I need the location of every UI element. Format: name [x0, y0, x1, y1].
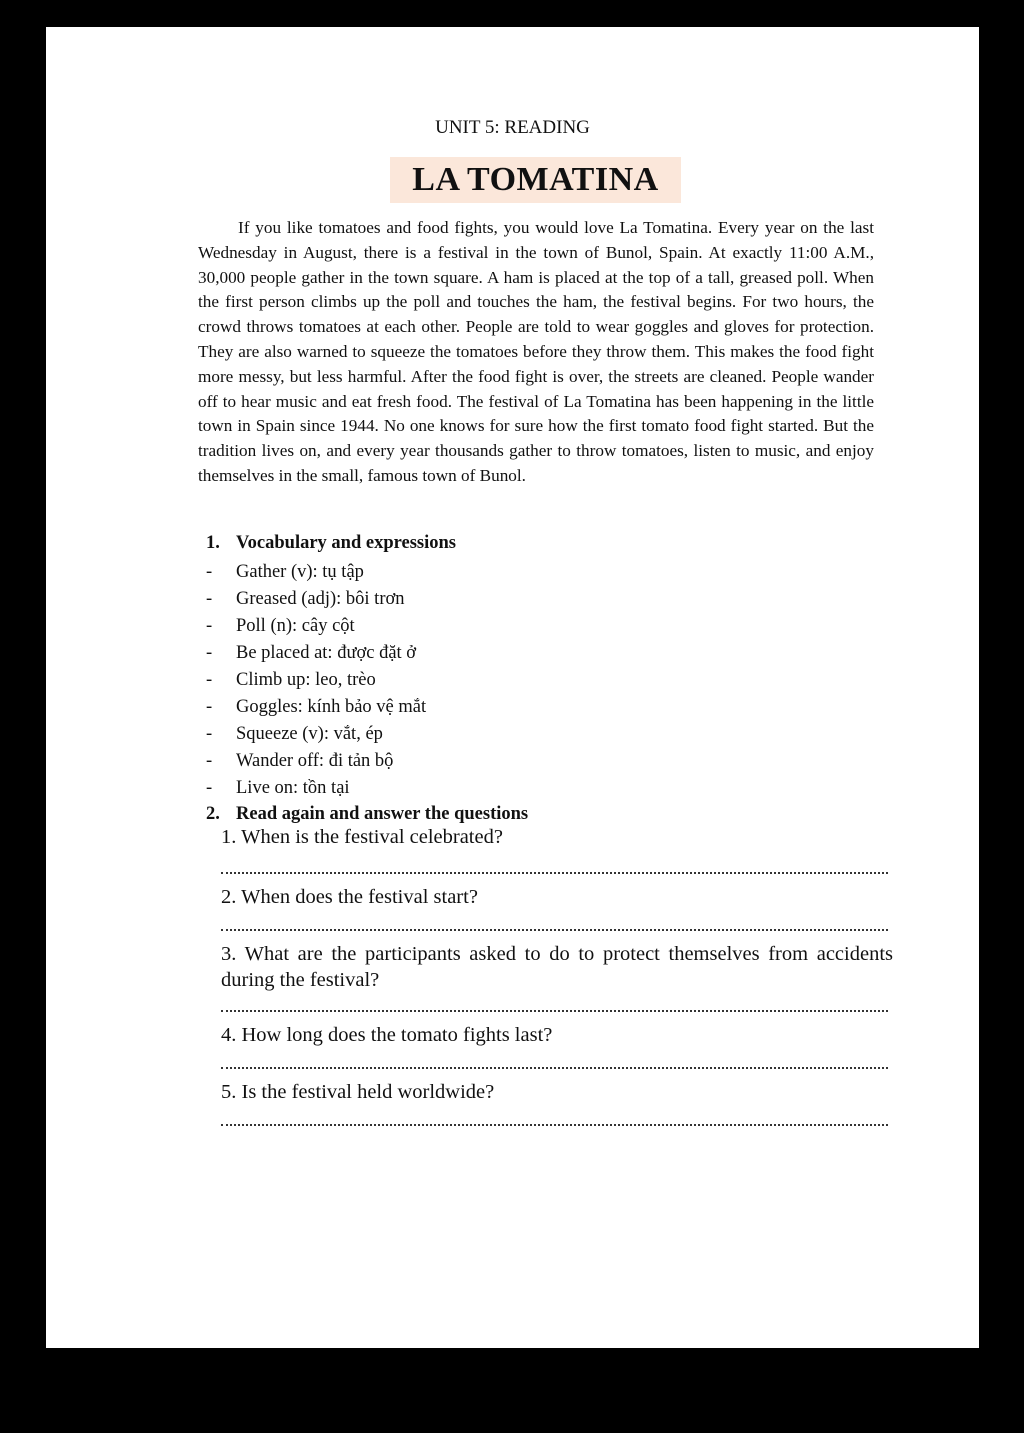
bullet: -: [206, 697, 213, 717]
reading-passage: If you like tomatoes and food fights, you would love La Tomatina. Every year on the last Wednesday in August, there is a festival in the town of Bunol, Spain. At exactly 11:00 A.M., 30,000 people gather in the town square. A ham is placed at the top of a tall, greased poll. When the first person climbs up the poll and touches the ham, the festival begins. For two hours, the crowd throws tomatoes at each other. People are told to wear goggles and gloves for protection. They are also warned to squeeze the tomatoes before they throw them. This makes the food fight more messy, but less harmful. After the food fight is over, the streets are cleaned. People wander off to hear music and eat fresh food. The festival of La Tomatina has been happening in the little town in Spain since 1944. No one knows for sure how the first tomato food fight started. But the tradition lives on, and every year thousands gather to throw tomatoes, listen to music, and enjoy themselves in the small, famous town of Bunol.: [198, 218, 874, 485]
question: 1. When is the festival celebrated?: [221, 826, 503, 848]
vocab-item: [206, 613, 426, 640]
vocab-text: Squeeze (v): vắt, ép: [236, 724, 383, 744]
section-number: 1.: [206, 533, 220, 553]
vocab-item: [206, 748, 426, 775]
bullet: -: [206, 670, 213, 690]
vocab-item: [206, 667, 426, 694]
vocab-text: Climb up: leo, trèo: [236, 670, 376, 690]
vocab-text: Gather (v): tụ tập: [236, 562, 364, 582]
section-number: 2.: [206, 804, 220, 824]
document-page: [46, 27, 979, 1348]
vocab-item: [206, 559, 426, 586]
answer-line[interactable]: [221, 1124, 888, 1126]
vocab-text: Wander off: đi tản bộ: [236, 751, 394, 771]
question: 4. How long does the tomato fights last?: [221, 1024, 553, 1046]
vocabulary-list: [206, 559, 426, 802]
section-title: Vocabulary and expressions: [236, 533, 456, 553]
vocab-text: Live on: tồn tại: [236, 778, 350, 798]
bullet: -: [206, 643, 213, 663]
questions-list: [221, 824, 893, 1126]
bullet: -: [206, 589, 213, 609]
vocab-item: [206, 775, 426, 802]
section-title: Read again and answer the questions: [236, 804, 529, 824]
vocab-item: [206, 721, 426, 748]
questions-section-heading: [206, 804, 528, 825]
bullet: -: [206, 616, 213, 636]
bullet: -: [206, 562, 213, 582]
answer-line[interactable]: [221, 929, 888, 931]
vocab-item: [206, 586, 426, 613]
vocab-item: [206, 640, 426, 667]
title-highlight: [390, 157, 681, 203]
bullet: -: [206, 751, 213, 771]
vocab-text: Greased (adj): bôi trơn: [236, 589, 405, 609]
unit-heading: UNIT 5: READING: [435, 117, 590, 138]
question: 5. Is the festival held worldwide?: [221, 1081, 495, 1103]
answer-line[interactable]: [221, 1010, 888, 1012]
bullet: -: [206, 724, 213, 744]
vocab-text: Goggles: kính bảo vệ mắt: [236, 697, 427, 717]
vocabulary-section-heading: [206, 533, 456, 554]
answer-line[interactable]: [221, 1067, 888, 1069]
vocab-text: Poll (n): cây cột: [236, 616, 355, 636]
page-title: LA TOMATINA: [412, 161, 659, 198]
vocab-item: [206, 694, 426, 721]
question: 2. When does the festival start?: [221, 886, 478, 908]
question: 3. What are the participants asked to do to protect themselves from accidents during the festival?: [221, 943, 893, 991]
bullet: -: [206, 778, 213, 798]
answer-line[interactable]: [221, 872, 888, 874]
vocab-text: Be placed at: được đặt ở: [236, 643, 417, 663]
